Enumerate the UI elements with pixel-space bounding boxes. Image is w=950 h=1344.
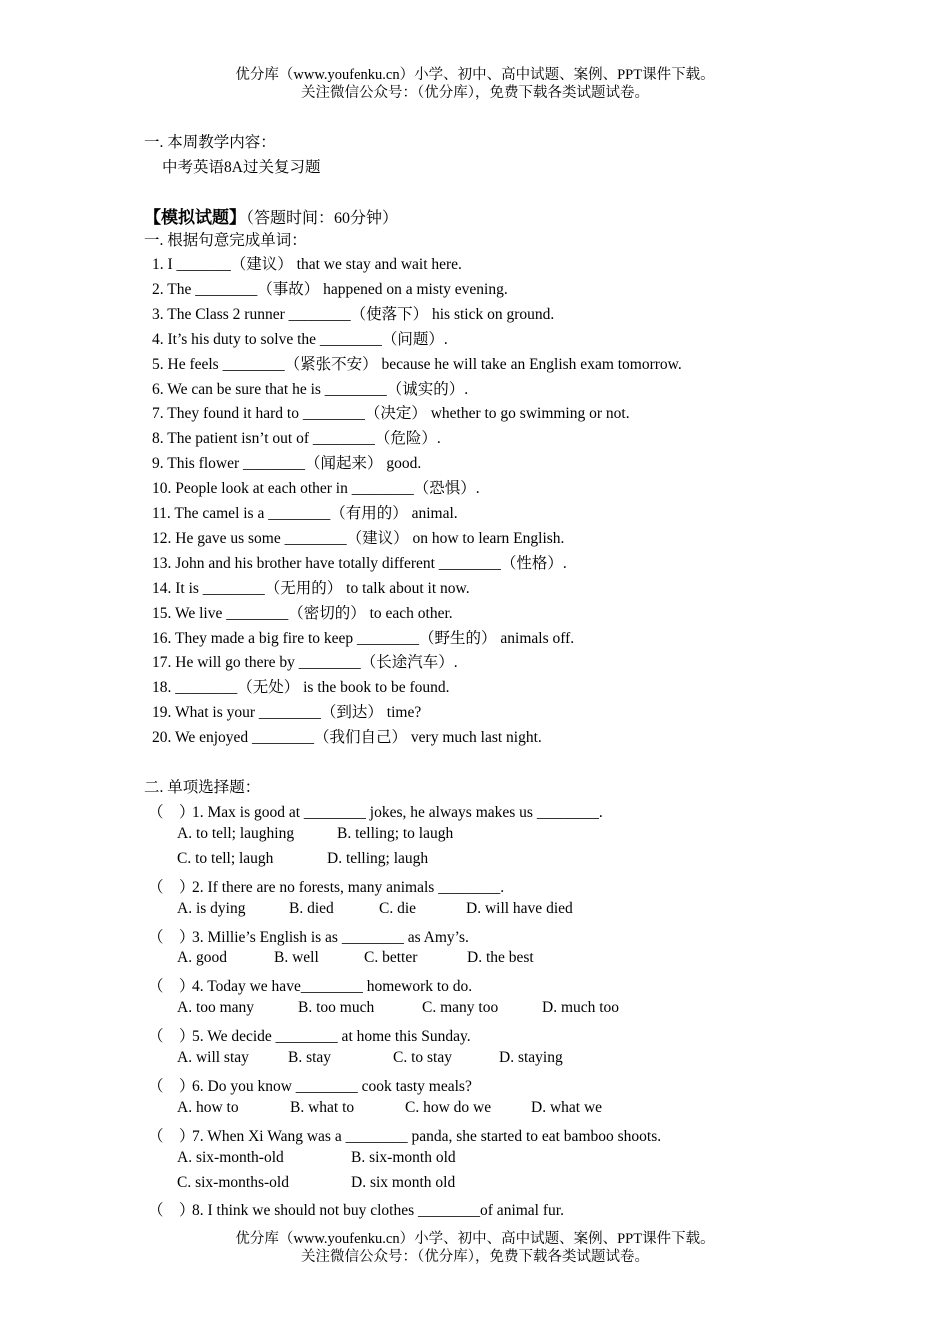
- intro-content: 中考英语8A过关复习题: [162, 159, 321, 176]
- mc-question: [148, 1198, 564, 1220]
- footer-line-1: 优分库（www.youfenku.cn）小学、初中、高中试题、案例、PPT课件下载。: [235, 1231, 715, 1247]
- mc-question: [148, 974, 472, 996]
- option-d: D. much too: [542, 999, 620, 1017]
- fill-blank-item: 10. People look at each other in ________（恐惧）.: [152, 480, 480, 498]
- option-c: C. to stay: [393, 1049, 452, 1066]
- fill-blank-item: 6. We can be sure that he is ________（诚实的）.: [152, 380, 469, 398]
- option-a: A. is dying: [177, 899, 246, 917]
- header-line-1: 优分库（www.youfenku.cn）小学、初中、高中试题、案例、PPT课件下载。: [235, 67, 715, 83]
- option-c: C. many too: [422, 999, 499, 1017]
- answer-blank[interactable]: （ ）: [148, 804, 195, 821]
- page-header: [0, 66, 950, 102]
- fill-blank-item: 20. We enjoyed ________（我们自己） very much last night.: [152, 729, 542, 747]
- header-line-2: 关注微信公众号：（优分库），免费下载各类试题试卷。: [301, 85, 649, 101]
- question-text: 5. We decide ________ at home this Sunday.: [192, 1028, 471, 1046]
- fill-blank-item: 16. They made a big fire to keep ________（野生的） animals off.: [152, 629, 575, 647]
- option-b: B. stay: [288, 1049, 332, 1066]
- fill-blank-item: 19. What is your ________（到达） time?: [152, 704, 422, 722]
- question-text: 4. Today we have________ homework to do.: [192, 978, 473, 996]
- exam-subtitle: （答题时间：60分钟）: [246, 210, 399, 227]
- fill-blank-item: 5. He feels ________（紧张不安） because he will take an English exam tomorrow.: [152, 355, 682, 373]
- option-c: C. better: [364, 949, 418, 967]
- answer-blank[interactable]: （ ）: [148, 928, 195, 946]
- exam-title-line: [144, 203, 398, 228]
- question-text: 3. Millie’s English is as ________ as Amy’s.: [192, 928, 469, 946]
- option-a: A. will stay: [177, 1049, 249, 1066]
- option-a: A. to tell; laughing: [177, 824, 295, 842]
- option-b: B. what to: [290, 1098, 355, 1116]
- mc-question: [148, 800, 603, 822]
- fill-blank-item: 1. I _______（建议） that we stay and wait here.: [152, 256, 462, 273]
- mc-question: [148, 1024, 471, 1046]
- mc-question: [148, 1074, 472, 1096]
- page-footer: [0, 1230, 950, 1266]
- section2-heading: 二. 单项选择题：: [144, 779, 261, 796]
- option-b: B. telling; to laugh: [337, 824, 454, 842]
- answer-blank[interactable]: （ ）: [148, 1077, 195, 1095]
- option-d: D. staying: [499, 1049, 563, 1066]
- option-d: D. will have died: [466, 899, 573, 917]
- option-a: A. how to: [177, 1098, 239, 1116]
- option-d: D. six month old: [351, 1173, 456, 1191]
- fill-blank-item: 4. It’s his duty to solve the ________（问题）.: [152, 330, 448, 348]
- answer-blank[interactable]: （ ）: [148, 1028, 195, 1046]
- option-c: C. die: [379, 899, 417, 917]
- fill-blank-item: 7. They found it hard to ________（决定） whether to go swimming or not.: [152, 405, 630, 423]
- option-c: C. to tell; laugh: [177, 849, 274, 867]
- option-b: B. too much: [298, 999, 375, 1017]
- question-text: 1. Max is good at ________ jokes, he always makes us ________.: [192, 804, 603, 821]
- mc-question: [148, 925, 469, 947]
- option-a: A. too many: [177, 999, 255, 1017]
- question-text: 6. Do you know ________ cook tasty meals?: [192, 1077, 472, 1095]
- answer-blank[interactable]: （ ）: [148, 878, 195, 896]
- option-d: D. the best: [467, 949, 534, 967]
- fill-blank-item: 11. The camel is a ________（有用的） animal.: [152, 505, 458, 522]
- fill-blank-item: 17. He will go there by ________（长途汽车）.: [152, 654, 458, 672]
- fill-blank-item: 9. This flower ________（闻起来） good.: [152, 455, 422, 473]
- exam-title: 【模拟试题】: [144, 208, 246, 227]
- question-text: 7. When Xi Wang was a ________ panda, she started to eat bamboo shoots.: [192, 1127, 662, 1145]
- fill-blank-item: 12. He gave us some ________（建议） on how to learn English.: [152, 529, 565, 547]
- intro-heading: 一. 本周教学内容：: [144, 134, 276, 151]
- option-b: B. died: [289, 899, 334, 917]
- fill-blank-item: 2. The ________（事故） happened on a misty evening.: [152, 280, 508, 298]
- fill-blank-item: 14. It is ________（无用的） to talk about it now.: [152, 579, 470, 597]
- option-c: C. how do we: [405, 1098, 492, 1116]
- option-a: A. six-month-old: [177, 1148, 284, 1166]
- question-text: 8. I think we should not buy clothes ________of animal fur.: [192, 1202, 564, 1220]
- answer-blank[interactable]: （ ）: [148, 1202, 195, 1220]
- question-text: 2. If there are no forests, many animals ________.: [192, 878, 505, 896]
- option-b: B. well: [274, 949, 319, 967]
- fill-blank-item: 18. ________（无处） is the book to be found.: [152, 679, 450, 697]
- section1-heading: 一. 根据句意完成单词：: [144, 232, 307, 249]
- option-c: C. six-months-old: [177, 1173, 289, 1191]
- option-d: D. what we: [531, 1098, 603, 1116]
- option-a: A. good: [177, 949, 227, 967]
- answer-blank[interactable]: （ ）: [148, 978, 195, 996]
- option-b: B. six-month old: [351, 1148, 456, 1166]
- answer-blank[interactable]: （ ）: [148, 1127, 195, 1145]
- footer-line-2: 关注微信公众号：（优分库），免费下载各类试题试卷。: [301, 1249, 649, 1265]
- fill-blank-item: 13. John and his brother have totally different ________（性格）.: [152, 554, 567, 572]
- option-d: D. telling; laugh: [327, 849, 429, 867]
- fill-blank-item: 3. The Class 2 runner ________（使落下） his stick on ground.: [152, 305, 555, 323]
- mc-question: [148, 875, 504, 897]
- fill-blank-item: 8. The patient isn’t out of ________（危险）.: [152, 430, 441, 448]
- fill-blank-item: 15. We live ________（密切的） to each other.: [152, 604, 453, 622]
- mc-question: [148, 1124, 661, 1146]
